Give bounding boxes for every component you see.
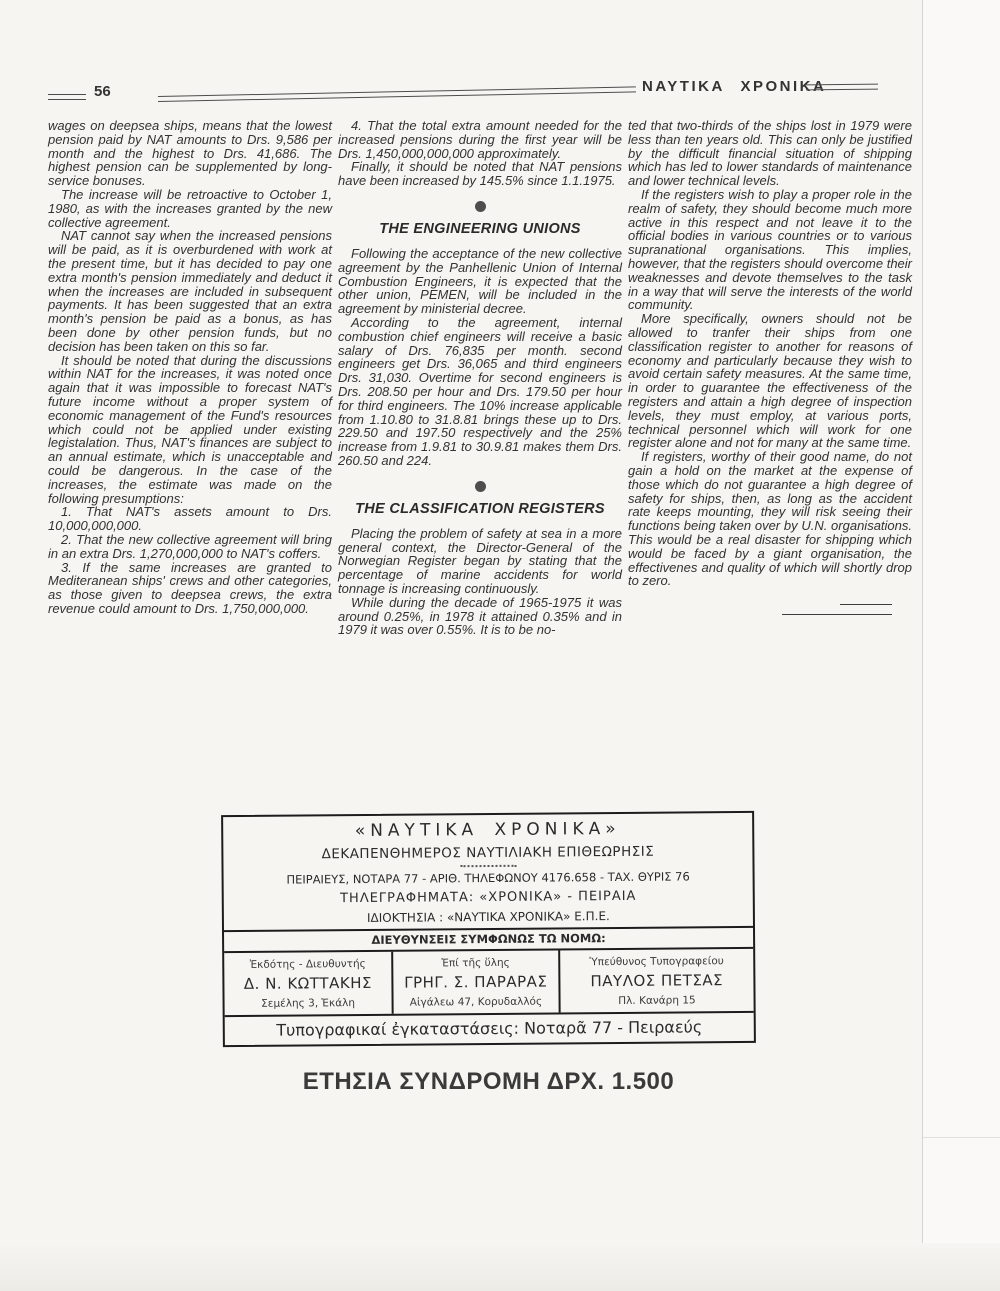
- page-number: 56: [94, 83, 111, 100]
- paragraph: ted that two-thirds of the ships lost in 1979 were less than ten years old. This can only be justified by the difficult financial situation of shipping which has led to lower standards of maintenance and lower technical levels.: [628, 118, 912, 189]
- paragraph: wages on deepsea ships, means that the lowest pension paid by NAT amounts to Drs. 9,586 per month and the highest to Drs. 41,686. The highest pension can be supplemented by long-service bonuses.: [48, 118, 332, 189]
- paragraph: If registers, worthy of their good name, do not gain a hold on the market at the expense of those which do not guarantee a high degree of safety for ships, then, as long as the accident rate keeps mounting, they will risk seeing their functions being taken over by U.N. organisations. This would be a real disaster for shipping which would be faced by a giant organisation, the effectivenes and quality of which will shortly drop to zero.: [628, 449, 912, 589]
- masthead-ownership-line: ΙΔΙΟΚΤΗΣΙΑ : «ΝΑΥΤΙΚΑ ΧΡΟΝΙΚΑ» Ε.Π.Ε.: [366, 909, 610, 925]
- masthead-top-section: [223, 813, 753, 930]
- person-address: Πλ. Κανάρη 15: [618, 994, 696, 1007]
- list-item-paragraph: 3. If the same increases are granted to Mediteranean ships' crews and other categories, as those given to deepsea crews, the extra revenue could amount to Drs. 1,750,000,000.: [48, 559, 332, 616]
- paragraph: Following the acceptance of the new collective agreement by the Panhellenic Union of Internal Combustion Engineers, it is expected that the other union, PEMEN, will be included in the agreement by ministerial decree.: [338, 245, 622, 317]
- list-item-paragraph: 2. That the new collective agreement will bring in an extra Drs. 1,270,000,000 to NAT's coffers.: [48, 531, 332, 561]
- masthead-title: «ΝΑΥΤΙΚΑ ΧΡΟΝΙΚΑ»: [354, 818, 621, 842]
- article-column-2: [338, 119, 622, 637]
- masthead-box: [221, 811, 756, 1047]
- list-item-paragraph: 4. That the total extra amount needed for the increased pensions during the first year will be Drs. 1,450,000,000,000 approximately.: [338, 118, 622, 161]
- list-item-paragraph: 1. That NAT's assets amount to Drs. 10,000,000,000.: [48, 504, 332, 534]
- paragraph: The increase will be retroactive to October 1, 1980, as with the increases granted by the new collective agreement.: [48, 186, 332, 230]
- paragraph: More specifically, owners should not be allowed to tranfer their ships from one classification register to another for reasons of economy and particularly because they wish to avoid certain safety measures. At the same time, in order to guarantee the effectiveness of the registers and attain a high degree of inspection levels, they must employ, at various ports, technical personnel which will work for one register alone and not for many at the same time.: [628, 311, 912, 451]
- section-heading-classification-registers: THE CLASSIFICATION REGISTERS: [355, 500, 605, 517]
- person-address: Αἰγάλεω 47, Κορυδαλλός: [409, 995, 543, 1009]
- person-cell-editor: [391, 950, 560, 1013]
- person-role: Ἐκδότης - Διευθυντής: [249, 957, 366, 971]
- header-rule-left: [48, 94, 86, 100]
- paragraph: If the registers wish to play a proper role in the realm of safety, they should become much more active in this respect and not leave it to the official bodies in various countries or to various supranational organisations. This implies, however, that the registers should overcome their weaknesses and devote themselves to the task in a way that will serve the interests of the world community.: [628, 186, 912, 313]
- header-rule-right: [806, 84, 878, 90]
- paragraph: According to the agreement, internal combustion chief engineers will receive a basic salary of Drs. 76,835 per month. second engineers get Drs. 36,065 and third engineers Drs. 31,030. Overtime for second engineers is Drs. 208.50 per hour and Drs. 179.50 per hour for third engineers. The 10% increase applicable from 1.10.80 to 31.8.81 brings these up to Drs. 229.50 and 197.50 respectively and the 25% increase from 1.9.81 to 30.9.81 makes them Drs. 260.50 and 224.: [338, 314, 622, 468]
- paragraph: It should be noted that during the discussions within NAT for the increases, it was noted once again that it was impossible to forecast NAT's future income without a proper system of economic management of the Fund's resources which could not be applied under existing legistalation. Thus, NAT's finances are subject to an annual estimate, which is unacceptable and could be dangerous. In the case of the increases, the estimate was made on the following presumptions:: [48, 352, 332, 506]
- person-name: Δ. Ν. ΚΩΤΤΑΚΗΣ: [243, 973, 372, 993]
- person-cell-publisher: [224, 952, 391, 1015]
- scan-edge-line: [923, 1137, 1000, 1138]
- masthead-address-line: ΠΕΙΡΑΙΕΥΣ, ΝΟΤΑΡΑ 77 - ΑΡΙΘ. ΤΗΛΕΦΩΝΟΥ 4176.658 - ΤΑΧ. ΘΥΡΙΣ 76: [286, 869, 690, 887]
- printing-facilities-line: Τυπογραφικαί ἐγκαταστάσεις: Νοταρᾶ 77 - Πειραεύς: [225, 1011, 754, 1045]
- paragraph: While during the decade of 1965-1975 it was around 0.25%, in 1978 it attained 0.35% and in 1979 it was over 0.55%. It is to be no-: [338, 594, 622, 638]
- dotted-underline: [460, 863, 516, 867]
- paragraph: Placing the problem of safety at sea in a more general context, the Director-General of the Norwegian Register began by stating that the percentage of marine accidents for world tonnage is increasing continuously.: [338, 525, 622, 596]
- journal-title: ΝΑΥΤΙΚΑ ΧΡΟΝΙΚΑ: [642, 78, 827, 95]
- person-role: Ὑπεύθυνος Τυπογραφείου: [589, 955, 724, 969]
- scan-page-edge: [922, 0, 1000, 1245]
- directory-columns: [224, 949, 753, 1015]
- article-body: [48, 119, 912, 637]
- section-heading-engineering-unions: THE ENGINEERING UNIONS: [379, 220, 581, 237]
- section-divider-dot-icon: [475, 481, 486, 492]
- scan-bottom-shade: [0, 1243, 1000, 1291]
- paragraph: Finally, it should be noted that NAT pensions have been increased by 145.5% since 1.1.1975.: [338, 159, 622, 189]
- end-of-article-mark: [782, 604, 892, 615]
- paragraph: NAT cannot say when the increased pensions will be paid, as it is overburdened with work at the present time, but it has decided to pay one extra month's pension immediately and deduct it when the increases are included in subsequent payments. It has been suggested that an extra month's pension be paid as a bonus, as has been done by other pension funds, but no decision has been taken on this so far.: [48, 228, 332, 354]
- directory-header: ΔΙΕΥΘΥΝΣΕΙΣ ΣΥΜΦΩΝΩΣ ΤΩ ΝΟΜΩ:: [224, 926, 753, 953]
- person-address: Σεμέλης 3, Ἑκάλη: [261, 997, 356, 1010]
- annual-subscription-line: ΕΤΗΣΙΑ ΣΥΝΔΡΟΜΗ ΔΡΧ. 1.500: [302, 1068, 675, 1095]
- header-rule-middle: [158, 86, 636, 101]
- person-name: ΓΡΗΓ. Σ. ΠΑΡΑΡΑΣ: [404, 972, 548, 992]
- person-role: Ἐπί τῆς ὕλης: [441, 956, 510, 970]
- article-column-1: [48, 119, 332, 637]
- masthead-telegrams-line: ΤΗΛΕΓΡΑΦΗΜΑΤΑ: «ΧΡΟΝΙΚΑ» - ΠΕΙΡΑΙΑ: [340, 888, 637, 907]
- section-divider-dot-icon: [475, 201, 486, 212]
- article-column-3: [628, 119, 912, 637]
- masthead-subtitle: ΔΕΚΑΠΕΝΘΗΜΕΡΟΣ ΝΑΥΤΙΛΙΑΚΗ ΕΠΙΘΕΩΡΗΣΙΣ: [321, 843, 655, 863]
- person-name: ΠΑΥΛΟΣ ΠΕΤΣΑΣ: [590, 971, 724, 991]
- person-cell-printer: [560, 949, 754, 1013]
